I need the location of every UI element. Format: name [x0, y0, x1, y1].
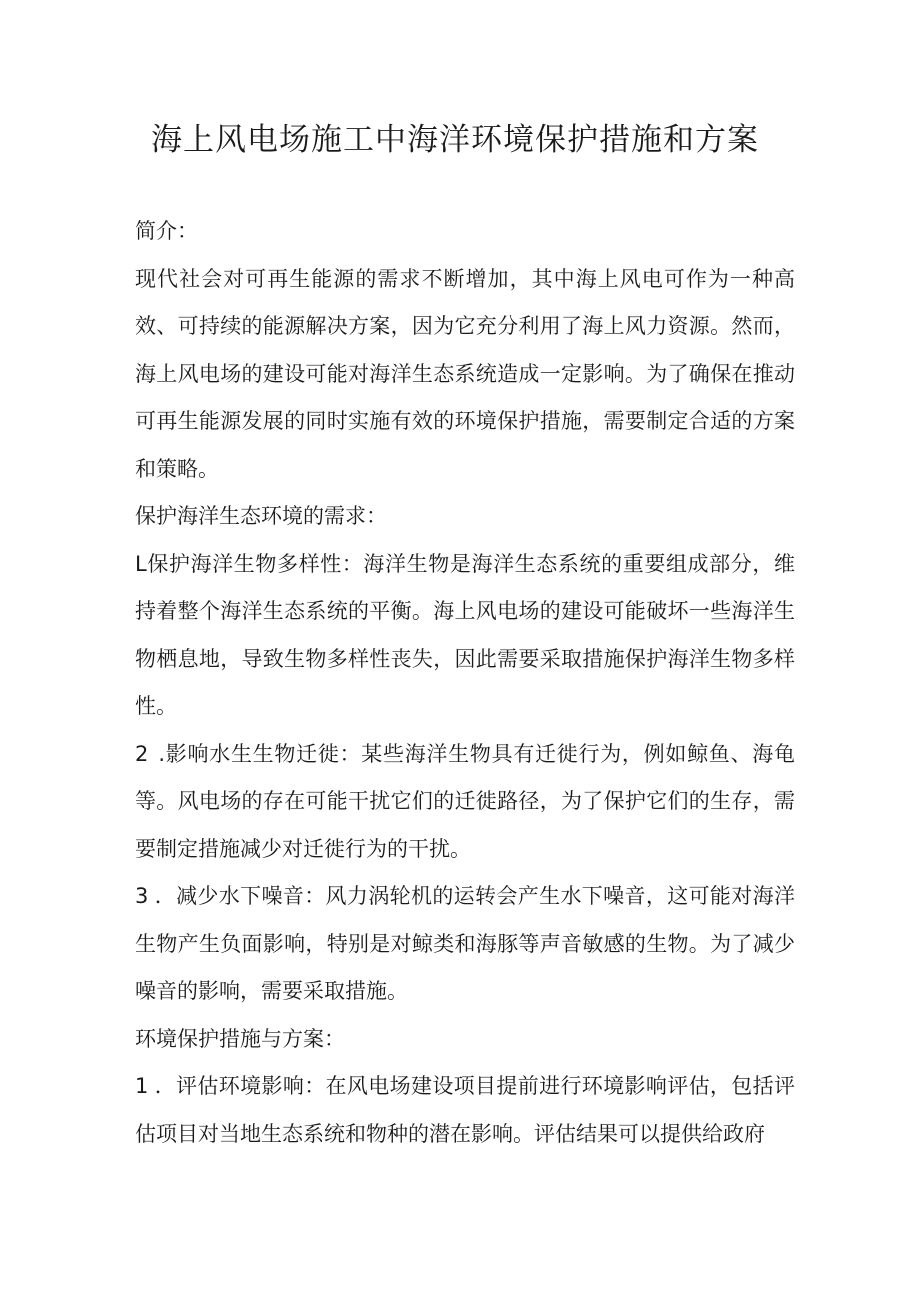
needs-item-2	[135, 731, 795, 874]
needs-item-2-num: 2	[135, 741, 149, 766]
needs-item-2-text: .影响水生生物迁徙：某些海洋生物具有迁徙行为，例如鲸鱼、海龟等。风电场的存在可能干扰它们的迁徙路径，为了保护它们的生存，需要制定措施减少对迁徙行为的干扰。	[135, 741, 795, 861]
measures-item-1-text: ．评估环境影响：在风电场建设项目提前进行环境影响评估，包括评估项目对当地生态系统和物种的潜在影响。评估结果可以提供给政府	[135, 1074, 795, 1146]
needs-heading: 保护海洋生态环境的需求：	[135, 504, 387, 528]
document-title: 海上风电场施工中海洋环境保护措施和方案	[151, 122, 759, 158]
measures-item-1	[135, 1063, 795, 1158]
needs-item-3	[135, 873, 795, 1016]
intro-paragraph: 现代社会对可再生能源的需求不断增加，其中海上风电可作为一种高效、可持续的能源解决方案，因为它充分利用了海上风力资源。然而，海上风电场的建设可能对海洋生态系统造成一定影响。为了确保在推动可再生能源发展的同时实施有效的环境保护措施，需要制定合适的方案和策略。	[135, 266, 795, 481]
needs-item-1-text: 保护海洋生物多样性：海洋生物是海洋生态系统的重要组成部分，维持着整个海洋生态系统的平衡。海上风电场的建设可能破坏一些海洋生物栖息地，导致生物多样性丧失，因此需要采取措施保护海洋生物多样性。	[135, 551, 795, 718]
needs-item-1	[135, 541, 795, 731]
needs-item-3-text: ．减少水下噪音：风力涡轮机的运转会产生水下噪音，这可能对海洋生物产生负面影响，特别是对鲸类和海豚等声音敏感的生物。为了减少噪音的影响，需要采取措施。	[135, 884, 795, 1003]
needs-item-3-num: 3	[135, 884, 149, 908]
measures-item-1-num: 1	[135, 1074, 149, 1098]
measures-heading: 环境保护措施与方案：	[135, 1026, 345, 1051]
intro-heading: 简介：	[135, 219, 198, 243]
document-body	[135, 208, 795, 1158]
needs-item-1-num: L	[135, 551, 147, 576]
